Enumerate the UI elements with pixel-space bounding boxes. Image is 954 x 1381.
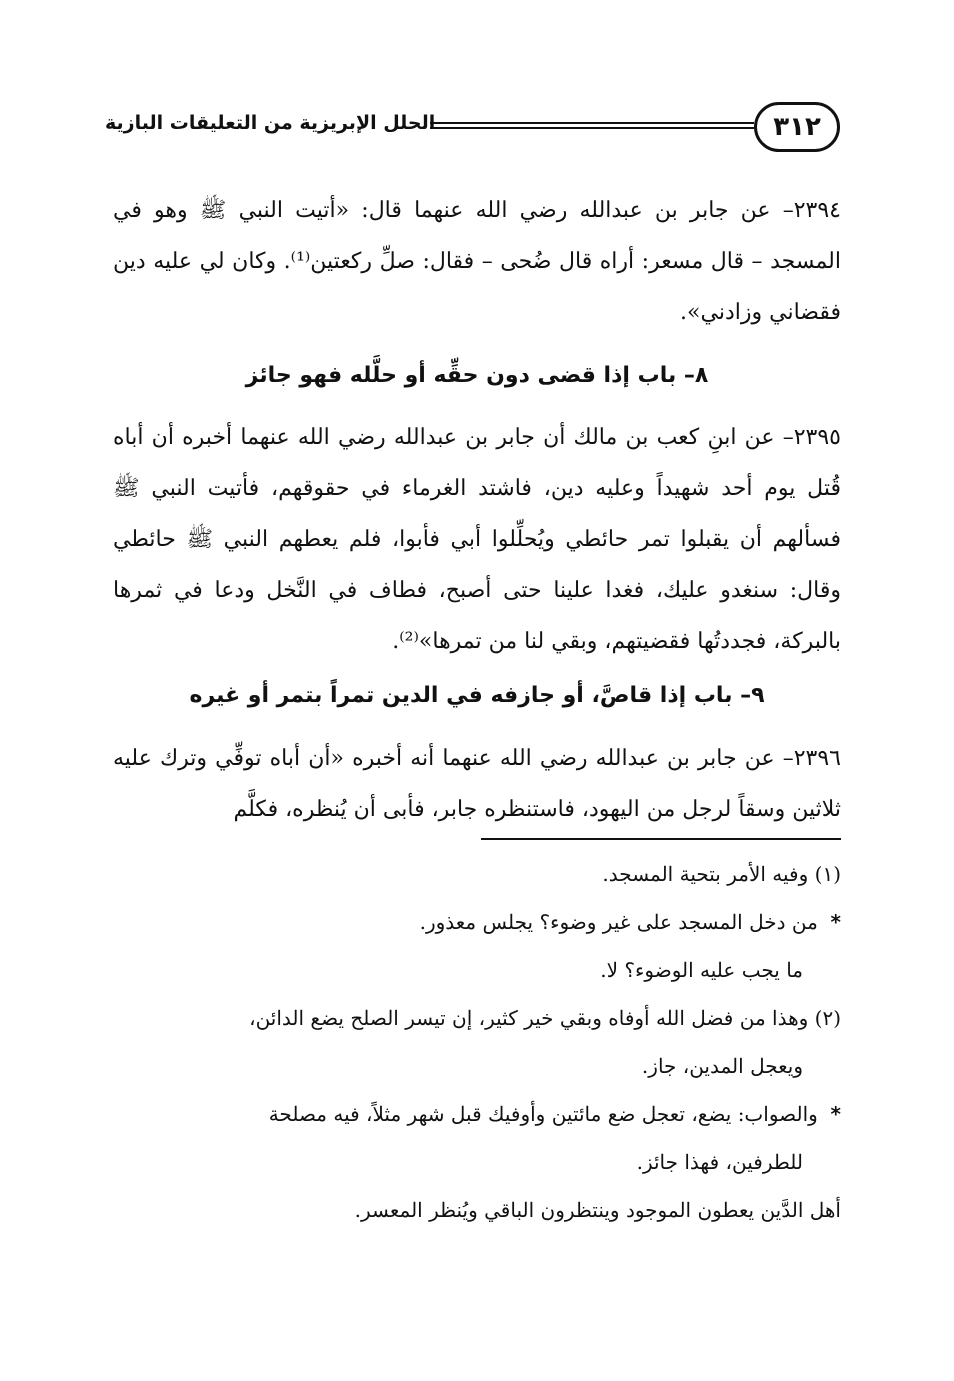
hadith-2396: ٢٣٩٦– عن جابر بن عبدالله رضي الله عنهما أنه أخبره «أن أباه توفِّي وترك عليه ثلاثين وسقاً لرجل من اليهود، فاستنظره جابر، فأبى أن يُنظره، فكلَّم — [113, 746, 841, 822]
footnotes — [113, 850, 841, 1234]
footnote-1: (١) وفيه الأمر بتحية المسجد. — [602, 862, 841, 886]
footnote-2-note — [113, 1090, 841, 1138]
page-header — [105, 100, 840, 158]
page-number-badge: ٣١٢ — [754, 102, 840, 152]
footnote-2-note-text: والصواب: يضع، تعجل ضع مائتين وأوفيك قبل شهر مثلاً، فيه مصلحة — [268, 1102, 818, 1126]
hadith-2395: ٢٣٩٥– عن ابنِ كعب بن مالك أن جابر بن عبدالله رضي الله عنهما أخبره أن أباه قُتل يوم أحد شهيداً وعليه دين، فاشتد الغرماء في حقوقهم، فأتيت النبي ﷺ فسألهم أن يقبلوا تمر حائطي ويُحلِّلوا أبي فأبوا، فلم يعطهم النبي ﷺ حائطي وقال: سنغدو عليك، فغدا علينا حتى أصبح، فطاف في النَّخل ودعا في ثمرها بالبركة، فجددتُها فقضيتهم، وبقي لنا من تمرها»⁽²⁾. — [113, 425, 841, 654]
hadith-2394: ٢٣٩٤– عن جابر بن عبدالله رضي الله عنهما قال: «أتيت النبي ﷺ وهو في المسجد – قال مسعر: أراه قال ضُحى – فقال: صلِّ ركعتين⁽¹⁾. وكان لي عليه دين فقضاني وزادني». — [113, 198, 841, 325]
book-title: الحلل الإبريزية من التعليقات البازية — [105, 112, 436, 134]
footnote-separator — [481, 838, 841, 840]
footnote-2-continued: ويعجل المدين، جاز. — [641, 1054, 803, 1078]
header-double-rule — [430, 122, 754, 132]
header-rule-line — [430, 122, 754, 124]
chapter-heading-8: ٨– باب إذا قضى دون حقِّه أو حلَّله فهو جائز — [245, 363, 709, 388]
footnote-2: (٢) وهذا من فضل الله أوفاه وبقي خير كثير، إن تيسر الصلح يضع الدائن، — [249, 1006, 841, 1030]
header-rule-line — [430, 127, 754, 129]
footnote-1-question: ما يجب عليه الوضوء؟ لا. — [600, 958, 803, 982]
chapter-heading-9: ٩– باب إذا قاصَّ، أو جازفه في الدين تمراً بتمر أو غيره — [189, 683, 765, 708]
footnote-1-note-text: من دخل المسجد على غير وضوء؟ يجلس معذور. — [419, 910, 818, 934]
footnote-2-note-continued: للطرفين، فهذا جائز. — [636, 1150, 803, 1174]
note-star-mark: * — [830, 1102, 841, 1126]
note-star-mark: * — [830, 910, 841, 934]
footnote-1-note — [113, 898, 841, 946]
footnote-2-last-line: أهل الدَّين يعطون الموجود وينتظرون الباقي ويُنظر المعسر. — [354, 1198, 841, 1222]
